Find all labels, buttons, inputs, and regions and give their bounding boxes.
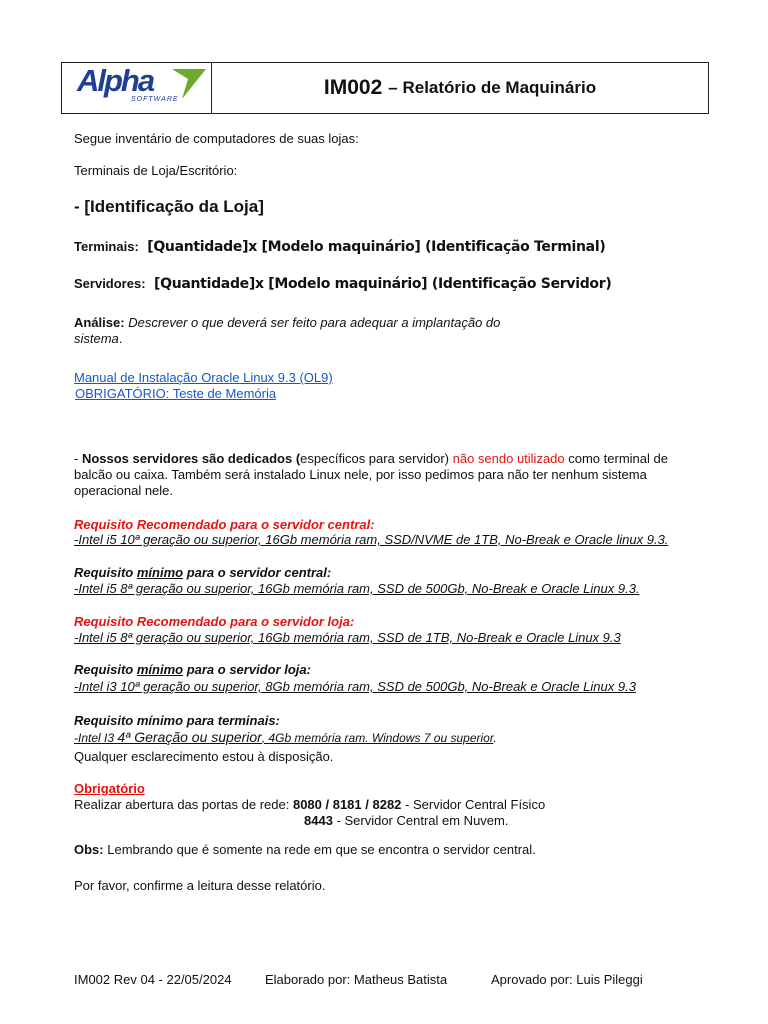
ports-prefix: Realizar abertura das portas de rede: — [74, 797, 293, 812]
dedicated-normal-end: como terminal de — [564, 451, 668, 466]
terminals-minimum-spec — [74, 729, 497, 745]
central-minimum-spec: -Intel i5 8ª geração ou superior, 16Gb memória ram, SSD de 500Gb, No-Break e Oracle Linux 9.3. — [74, 581, 640, 596]
terminals-value: [Quantidade]x [Modelo maquinário] (Identificação Terminal) — [147, 239, 606, 255]
store-recommended-spec: -Intel i5 8ª geração ou superior, 16Gb memória ram, SSD de 1TB, No-Break e Oracle Linux 9.3 — [74, 630, 621, 645]
confirm-line: Por favor, confirme a leitura desse relatório. — [74, 878, 326, 893]
logo-subtext: SOFTWARE — [131, 96, 179, 103]
terminals-label: Terminais: — [74, 239, 139, 254]
mandatory-title: Obrigatório — [74, 781, 145, 796]
analysis-text-end: sistema — [74, 331, 119, 346]
footer-revision: IM002 Rev 04 - 22/05/2024 — [74, 972, 232, 987]
analysis-period: . — [118, 331, 123, 346]
store-recommended-title — [74, 613, 354, 631]
obs-line — [74, 842, 536, 858]
intro-line: Segue inventário de computadores de suas lojas: — [74, 131, 359, 146]
servers-value: [Quantidade]x [Modelo maquinário] (Identificação Servidor) — [154, 276, 612, 292]
central-minimum-title-a: Requisito — [74, 565, 137, 580]
cloud-port-suffix: - Servidor Central em Nuvem. — [332, 813, 509, 828]
dedicated-line3: operacional nele. — [74, 483, 174, 498]
central-minimum-title-u: mínimo — [136, 565, 184, 580]
logo-wordmark: Alpha — [77, 63, 154, 98]
company-logo — [62, 63, 212, 113]
dedicated-bold: Nossos servidores são dedicados ( — [81, 451, 301, 466]
terminals-intro-line: Terminais de Loja/Escritório: — [74, 163, 238, 178]
central-recommended-spec: -Intel i5 10ª geração ou superior, 16Gb memória ram, SSD/NVME de 1TB, No-Break e Oracle linux 9.3. — [74, 532, 669, 547]
obs-label: Obs: — [74, 842, 104, 857]
servers-line — [74, 275, 611, 293]
footer-prepared-by: Elaborado por: Matheus Batista — [265, 972, 448, 987]
store-recommended-title-text: Requisito Recomendado para o servidor loja: — [74, 614, 355, 629]
terminals-spec-b: , 4Gb memória ram. Windows 7 ou superior — [261, 731, 494, 745]
clarification-line: Qualquer esclarecimento estou à disposição. — [74, 749, 334, 764]
dedicated-line2: balcão ou caixa. Também será instalado Linux nele, por isso pedimos para não ter nenhum sistema — [74, 467, 647, 482]
document-title — [212, 63, 708, 113]
store-heading: - [Identificação da Loja] — [74, 197, 264, 216]
terminals-spec-big: 4ª Geração ou superior — [117, 729, 262, 745]
cloud-port: 8443 — [304, 813, 333, 828]
central-recommended-title-text: Requisito Recomendado para o servidor central: — [74, 517, 375, 532]
footer-approved-by: Aprovado por: Luis Pileggi — [491, 972, 643, 987]
document-title-text: – Relatório de Maquinário — [388, 78, 597, 97]
analysis-block — [74, 315, 544, 347]
dedicated-servers-paragraph — [74, 451, 714, 499]
store-minimum-spec: -Intel i3 10ª geração ou superior, 8Gb memória ram, SSD de 500Gb, No-Break e Oracle Linux 9.3 — [74, 679, 636, 694]
central-minimum-title-b: para o servidor central: — [183, 565, 332, 580]
store-minimum-title-a: Requisito — [74, 662, 137, 677]
mandatory-line1 — [74, 797, 545, 813]
store-minimum-title-u: mínimo — [136, 662, 184, 677]
analysis-label: Análise: — [74, 315, 125, 330]
terminals-spec-end: . — [493, 731, 497, 745]
store-minimum-title-b: para o servidor loja: — [183, 662, 311, 677]
document-code: IM002 — [323, 76, 383, 99]
central-minimum-title — [74, 565, 331, 580]
terminals-spec-a: -Intel I3 — [74, 731, 118, 745]
obs-text: Lembrando que é somente na rede em que se encontra o servidor central. — [103, 842, 536, 857]
document-header — [61, 62, 709, 114]
memory-test-link[interactable]: OBRIGATÓRIO: Teste de Memória — [75, 386, 277, 401]
physical-ports-suffix: - Servidor Central Físico — [401, 797, 546, 812]
analysis-text: Descrever o que deverá ser feito para adequar a implantação do — [128, 315, 501, 330]
physical-ports: 8080 / 8181 / 8282 — [292, 797, 402, 812]
dedicated-warning: não sendo utilizado — [452, 451, 565, 466]
manual-link[interactable]: Manual de Instalação Oracle Linux 9.3 (OL9) — [74, 370, 333, 385]
mandatory-line2 — [304, 813, 508, 829]
terminals-line — [74, 238, 605, 256]
store-minimum-title — [74, 662, 311, 677]
dedicated-normal: específicos para servidor) — [300, 451, 453, 466]
servers-label: Servidores: — [74, 276, 146, 291]
terminals-minimum-title: Requisito mínimo para terminais: — [74, 713, 280, 728]
dedicated-prefix: - — [74, 451, 82, 466]
